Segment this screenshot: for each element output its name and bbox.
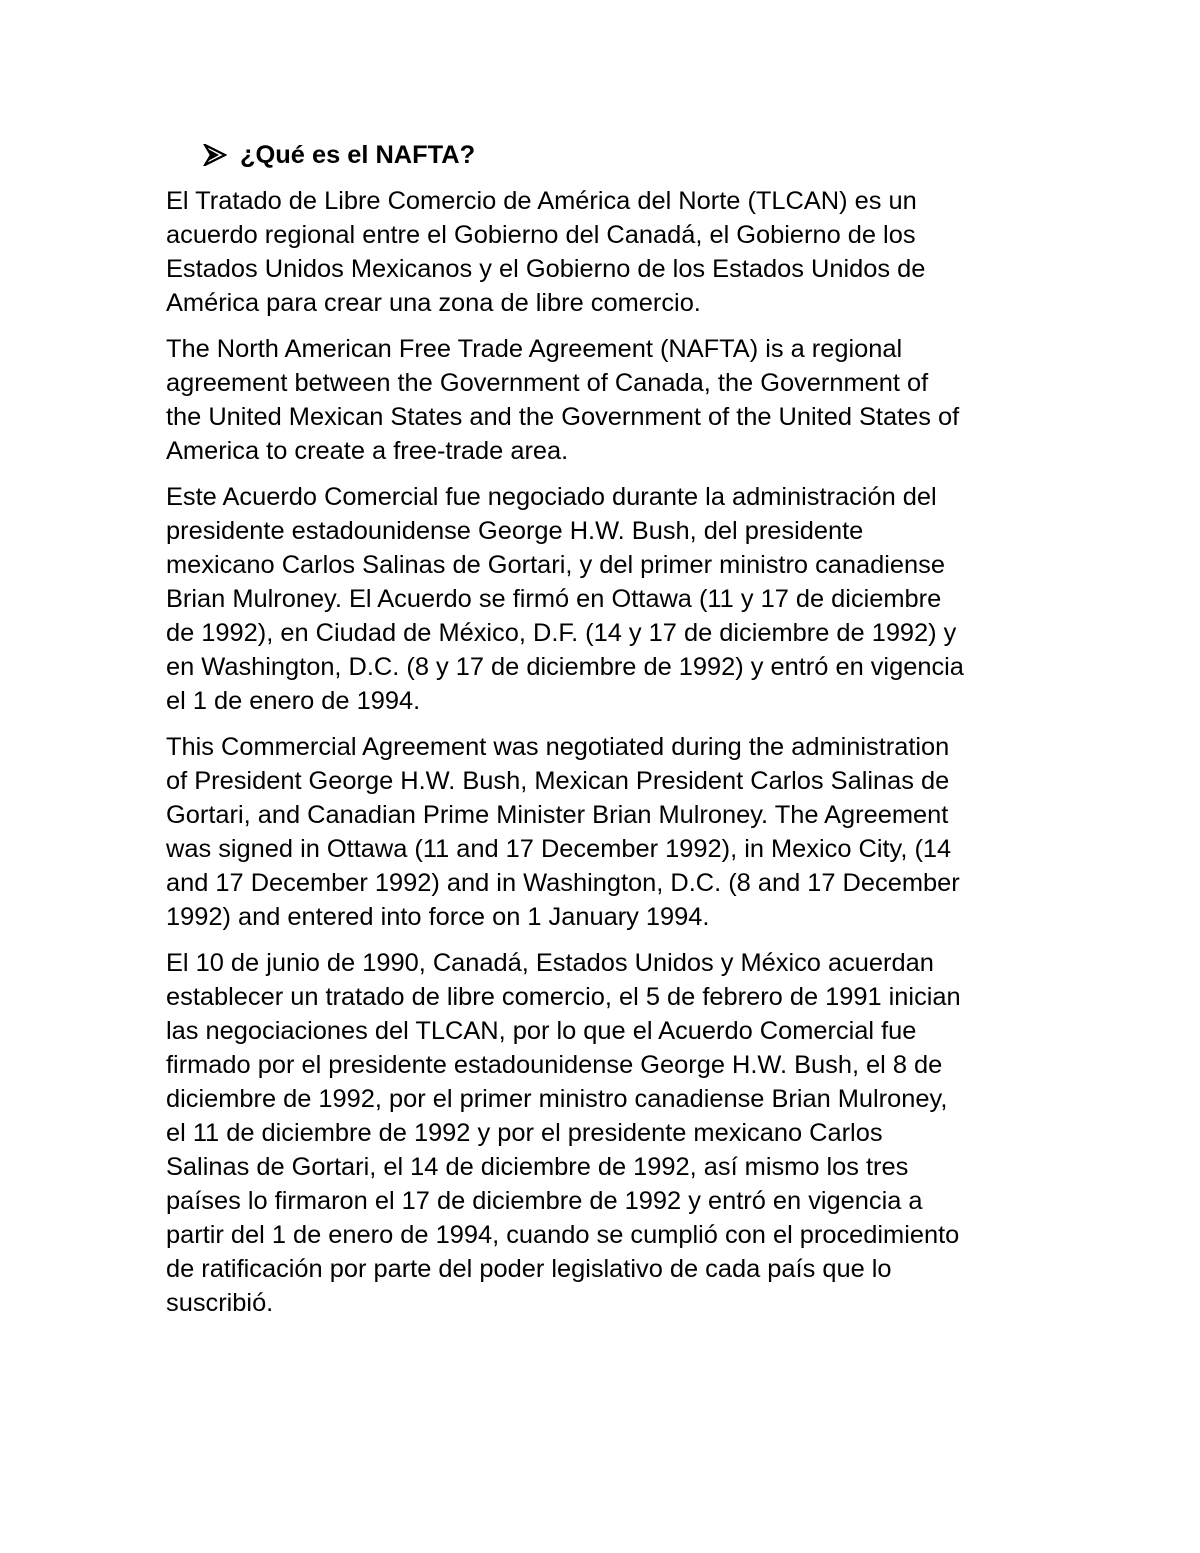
section-heading <box>202 138 1046 172</box>
document-body <box>166 138 1046 1332</box>
paragraph-negotiation-en: This Commercial Agreement was negotiated during the administration of President George H.W. Bush, Mexican President Carlos Salinas de Gortari, and Canadian Prime Minister Brian Mulroney. The Agreement was signed in Ottawa (11 and 17 December 1992), in Mexico City, (14 and 17 December 1992) and in Washington, D.C. (8 and 17 December 1992) and entered into force on 1 January 1994. <box>166 733 960 931</box>
arrowhead-bullet-icon <box>202 142 228 168</box>
paragraph-tlcan-es: El Tratado de Libre Comercio de América del Norte (TLCAN) es un acuerdo regional entre el Gobierno del Canadá, el Gobierno de los Estados Unidos Mexicanos y el Gobierno de los Estados Unidos de América para crear una zona de libre comercio. <box>166 187 926 317</box>
paragraph-negotiation-es: Este Acuerdo Comercial fue negociado durante la administración del presidente estadounidense George H.W. Bush, del presidente mexicano Carlos Salinas de Gortari, y del primer ministro canadiense Brian Mulroney. El Acuerdo se firmó en Ottawa (11 y 17 de diciembre de 1992), en Ciudad de México, D.F. (14 y 17 de diciembre de 1992) y en Washington, D.C. (8 y 17 de diciembre de 1992) y entró en vigencia el 1 de enero de 1994. <box>166 483 964 715</box>
heading-text: ¿Qué es el NAFTA? <box>240 141 476 169</box>
paragraph-history-es: El 10 de junio de 1990, Canadá, Estados Unidos y México acuerdan establecer un tratado de libre comercio, el 5 de febrero de 1991 inician las negociaciones del TLCAN, por lo que el Acuerdo Comercial fue firmado por el presidente estadounidense George H.W. Bush, el 8 de diciembre de 1992, por el primer ministro canadiense Brian Mulroney, el 11 de diciembre de 1992 y por el presidente mexicano Carlos Salinas de Gortari, el 14 de diciembre de 1992, así mismo los tres países lo firmaron el 17 de diciembre de 1992 y entró en vigencia a partir del 1 de enero de 1994, cuando se cumplió con el procedimiento de ratificación por parte del poder legislativo de cada país que lo suscribió. <box>166 949 961 1317</box>
paragraph-nafta-en: The North American Free Trade Agreement (NAFTA) is a regional agreement between the Government of Canada, the Government of the United Mexican States and the Government of the United States of America to create a free-trade area. <box>166 335 960 465</box>
